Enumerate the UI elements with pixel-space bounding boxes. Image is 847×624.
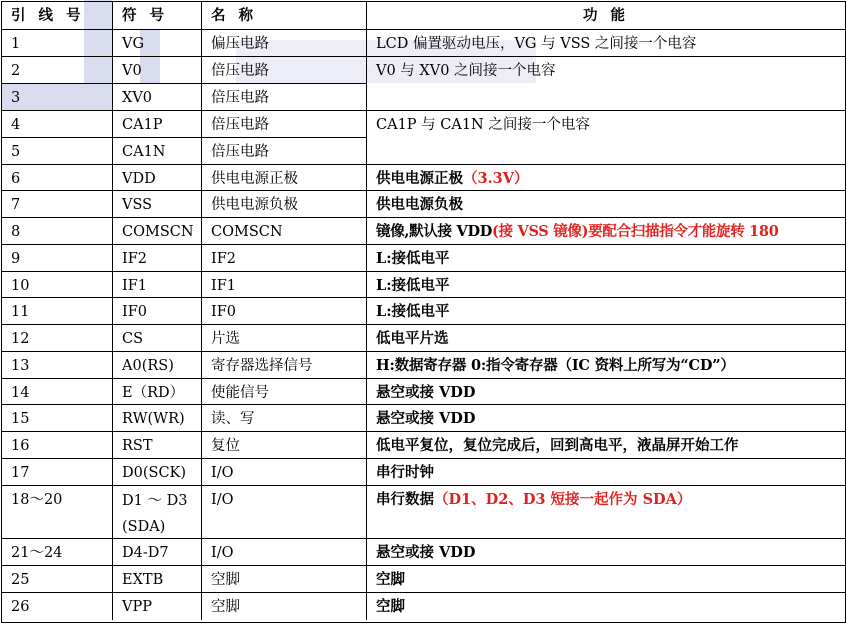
table-row-pin: 1 [2, 30, 113, 57]
table-row-name: IF1 [202, 272, 367, 298]
header-symbol: 符 号 [113, 2, 202, 30]
table-row-function: 供电电源负极 [367, 191, 845, 218]
table-row-name: 倍压电路 [202, 138, 367, 165]
header-function: 功 能 [367, 2, 845, 30]
table-row-pin: 9 [2, 245, 113, 272]
header-pin: 引 线 号 [2, 2, 113, 30]
table-row-function: 串行时钟 [367, 459, 845, 486]
table-row-function: 镜像,默认接 VDD(接 VSS 镜像)要配合扫描指令才能旋转 180 [367, 218, 845, 245]
table-row-symbol: RW(WR) [113, 405, 202, 432]
table-row-function: L:接低电平 [367, 272, 845, 298]
table-row-name: IF0 [202, 298, 367, 325]
table-row-symbol: D4-D7 [113, 539, 202, 566]
table-row-symbol: VSS [113, 191, 202, 218]
table-row-pin: 10 [2, 272, 113, 298]
table-row-pin: 6 [2, 165, 113, 191]
table-row-function: 空脚 [376, 598, 405, 615]
voltage-note: （3.3V） [463, 170, 529, 187]
table-row-pin: 21～24 [2, 539, 113, 566]
table-row-symbol: IF1 [113, 272, 202, 298]
table-row-name: 供电电源负极 [202, 191, 367, 218]
table-row-pin: 4 [2, 111, 113, 138]
table-row-function: V0 与 XV0 之间接一个电容 [367, 57, 845, 111]
table-row-symbol: COMSCN [113, 218, 202, 245]
table-row-name: I/O [202, 486, 367, 539]
table-row-symbol: A0(RS) [113, 352, 202, 379]
table-row-function: 低电平复位，复位完成后，回到高电平，液晶屏开始工作 [367, 432, 845, 459]
table-row-function: L:接低电平 [367, 298, 845, 325]
table-row-name: COMSCN [202, 218, 367, 245]
table-row-symbol: D1 ～ D3 (SDA) [113, 486, 202, 539]
table-row-function: L:接低电平 [367, 245, 845, 272]
table-row-pin: 3 [2, 84, 113, 111]
table-row-name: 倍压电路 [202, 84, 367, 111]
table-row-symbol: E（RD） [113, 379, 202, 405]
table-row-symbol: XV0 [113, 84, 202, 111]
table-row-function: CA1P 与 CA1N 之间接一个电容 [367, 111, 845, 165]
table-row-name: 使能信号 [202, 379, 367, 405]
table-row-pin: 13 [2, 352, 113, 379]
table-row-symbol: D0(SCK) [113, 459, 202, 486]
table-row-name: 倍压电路 [202, 111, 367, 138]
table-row-name: 寄存器选择信号 [202, 352, 367, 379]
table-row-symbol: VDD [113, 165, 202, 191]
table-row-symbol: CA1N [113, 138, 202, 165]
table-row-symbol: EXTB [113, 566, 202, 593]
table-row-name: 供电电源正极 [202, 165, 367, 191]
table-row-function: H:数据寄存器 0:指令寄存器（IC 资料上所写为“CD”） [367, 352, 845, 379]
pin-table [1, 1, 846, 623]
table-row-pin: 17 [2, 459, 113, 486]
table-row-function: 串行数据（D1、D2、D3 短接一起作为 SDA） [367, 486, 845, 539]
table-row-symbol: IF2 [113, 245, 202, 272]
table-row-name: 空脚 [202, 593, 367, 620]
table-row-function: 悬空或接 VDD [367, 379, 845, 405]
table-row-function: 悬空或接 VDD [367, 539, 845, 566]
table-row-pin: 25 [2, 566, 113, 593]
table-row-name: 复位 [202, 432, 367, 459]
table-row-pin: 11 [2, 298, 113, 325]
table-row-name: IF2 [202, 245, 367, 272]
table-row-pin: 8 [2, 218, 113, 245]
table-row-name: 空脚 [202, 566, 367, 593]
table-row-pin: 2 [2, 57, 113, 84]
table-row-pin: 5 [2, 138, 113, 165]
table-row-name: 倍压电路 [202, 57, 367, 84]
table-row-function: 供电电源正极（3.3V） [367, 165, 845, 191]
table-row-function: 低电平片选 [367, 325, 845, 352]
table-row-symbol: CS [113, 325, 202, 352]
table-row-pin: 18～20 [2, 486, 113, 539]
table-row-pin: 16 [2, 432, 113, 459]
table-row-name: 片选 [202, 325, 367, 352]
table-row-pin: 12 [2, 325, 113, 352]
table-row-symbol: IF0 [113, 298, 202, 325]
table-row-symbol: RST [113, 432, 202, 459]
table-row-pin: 26 [2, 593, 113, 620]
table-row-symbol: CA1P [113, 111, 202, 138]
table-row-symbol: V0 [113, 57, 202, 84]
table-row-symbol: VPP [113, 593, 202, 620]
table-row-name: I/O [202, 539, 367, 566]
table-row-name: 读、写 [202, 405, 367, 432]
table-row-pin: 15 [2, 405, 113, 432]
table-row-function: 空脚 [367, 566, 845, 593]
table-row-symbol: VG [113, 30, 202, 57]
table-row-name: I/O [202, 459, 367, 486]
sda-note: （D1、D2、D3 短接一起作为 SDA） [434, 491, 692, 508]
table-row-pin: 7 [2, 191, 113, 218]
mirror-note: (接 VSS 镜像)要配合扫描指令才能旋转 180 [492, 223, 779, 240]
table-row-function: 悬空或接 VDD [367, 405, 845, 432]
table-row-function: LCD 偏置驱动电压，VG 与 VSS 之间接一个电容 [367, 30, 845, 57]
table-row-name: 偏压电路 [202, 30, 367, 57]
table-row-pin: 14 [2, 379, 113, 405]
header-name: 名 称 [202, 2, 367, 30]
